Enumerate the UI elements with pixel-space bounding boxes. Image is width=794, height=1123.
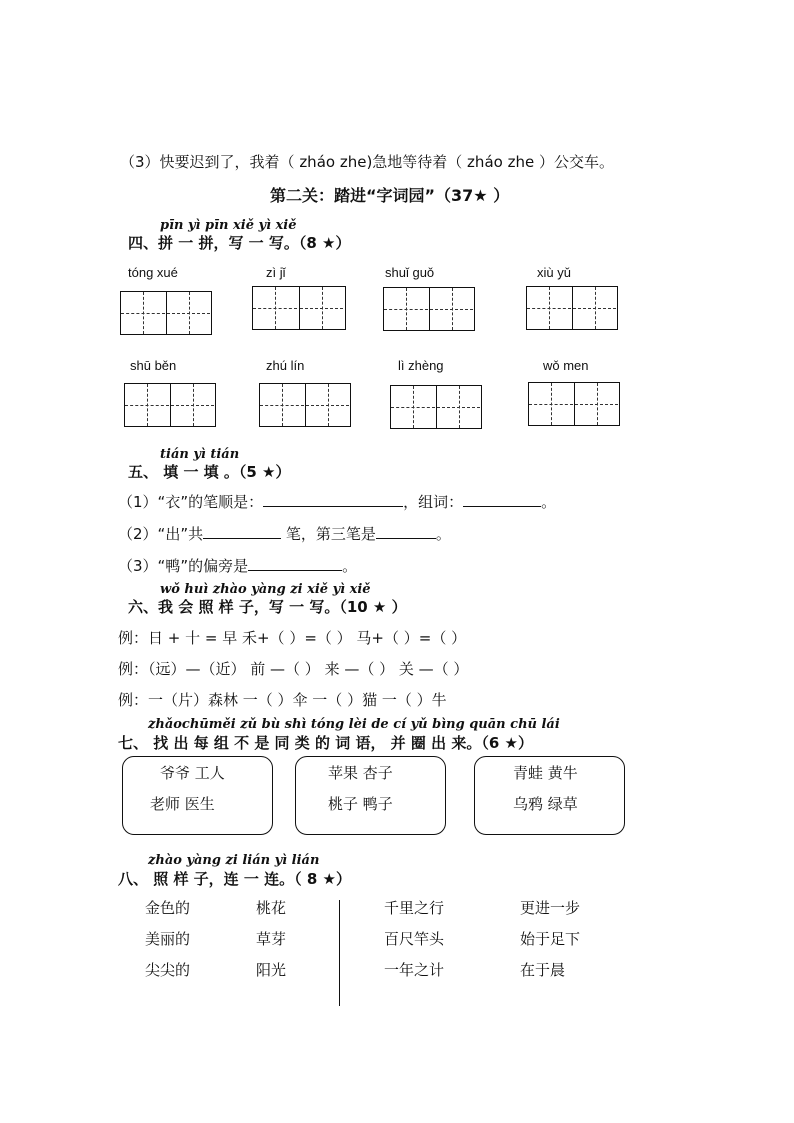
writing-grid[interactable] [526,286,618,330]
group-2-row-2[interactable]: 桃子 鸭子 [328,795,393,813]
s8-left-a-2[interactable]: 美丽的 [145,930,191,948]
s5-q1 [118,491,556,512]
s6-pinyin: wǒ huì zhào yàng zi xiě yì xiě [160,582,371,597]
group-1-row-2[interactable]: 老师 医生 [150,795,215,813]
stage-title: 第二关：踏进“字词园”（37★ ） [270,186,510,205]
s5-q3-text: （3）“鸭”的偏旁是 [118,557,249,575]
s6-row-1: 例：日 + 十 = 早 禾+（ ）=（ ） 马+（ ）=（ ） [118,629,467,647]
s5-q2-text: （2）“出”共 [118,525,204,543]
s8-right-a-1[interactable]: 千里之行 [384,899,445,917]
s5-q2 [118,523,451,544]
answer-blank[interactable] [203,524,281,539]
answer-blank[interactable] [248,556,342,571]
s4-title: 四、拼 一 拼，写 一 写。（8 ★） [128,234,351,252]
s5-q1-text-2: ，组词： [403,493,464,511]
writing-grid[interactable] [383,287,475,331]
s8-left-a-1[interactable]: 金色的 [145,899,191,917]
s4-word-1: tóng xué [128,265,178,280]
writing-grid[interactable] [528,382,620,426]
s4-word-4: xiù yǔ [537,265,571,280]
divider-line [339,900,340,1006]
s5-title: 五、 填 一 填 。（5 ★） [128,463,291,481]
s8-right-b-1[interactable]: 更进一步 [520,899,581,917]
s6-title: 六、我 会 照 样 子，写 一 写。（10 ★ ） [128,598,407,616]
answer-blank[interactable] [463,492,541,507]
s8-left-b-1[interactable]: 桃花 [256,899,287,917]
s5-q2-text-2: 笔，第三笔是 [281,525,376,543]
s8-right-b-3[interactable]: 在于晨 [520,961,566,979]
s8-pinyin: zhào yàng zi lián yì lián [148,853,320,868]
group-1-row-1[interactable]: 爷爷 工人 [160,764,225,782]
s5-q1-text-3: 。 [541,493,557,511]
writing-grid[interactable] [390,385,482,429]
s5-q3 [118,555,357,576]
s5-q1-text: （1）“衣”的笔顺是： [118,493,264,511]
writing-grid[interactable] [124,383,216,427]
s8-right-a-3[interactable]: 一年之计 [384,961,445,979]
s4-word-6: zhú lín [266,358,305,373]
s6-row-2: 例：（远）—（近） 前 —（ ） 来 —（ ） 关 —（ ） [118,660,469,678]
group-3-row-1[interactable]: 青蛙 黄牛 [513,764,578,782]
group-3-row-2[interactable]: 乌鸦 绿草 [513,795,578,813]
s8-right-a-2[interactable]: 百尺竿头 [384,930,445,948]
sentence-3: （3）快要迟到了，我着（ zháo zhe)急地等待着（ zháo zhe ）公交车。 [120,153,614,171]
s4-word-7: lì zhèng [398,358,444,373]
s7-pinyin: zhǎochūměi zǔ bù shì tóng lèi de cí yǔ bìng quān chū lái [148,717,560,732]
writing-grid[interactable] [120,291,212,335]
writing-grid[interactable] [259,383,351,427]
s6-row-3: 例：一（片）森林 一（ ）伞 一（ ）猫 一（ ）牛 [118,691,447,709]
s5-pinyin: tián yì tián [160,447,240,462]
s8-left-a-3[interactable]: 尖尖的 [145,961,191,979]
s8-left-b-2[interactable]: 草芽 [256,930,287,948]
s4-word-5: shū běn [130,358,177,373]
s8-title: 八、 照 样 子，连 一 连。（ 8 ★） [118,870,351,888]
s7-title: 七、 找 出 每 组 不 是 同 类 的 词 语， 并 圈 出 来。（6 ★） [118,734,533,752]
s5-q3-text-2: 。 [342,557,358,575]
s5-q2-text-3: 。 [435,525,451,543]
s4-word-2: zì jǐ [266,265,286,280]
s4-word-8: wǒ men [543,358,589,373]
group-2-row-1[interactable]: 苹果 杏子 [328,764,393,782]
s8-right-b-2[interactable]: 始于足下 [520,930,581,948]
s8-left-b-3[interactable]: 阳光 [256,961,287,979]
s4-word-3: shuǐ guǒ [385,265,435,280]
answer-blank[interactable] [376,524,436,539]
answer-blank[interactable] [263,492,403,507]
s4-pinyin: pīn yì pīn xiě yì xiě [160,218,297,233]
writing-grid[interactable] [252,286,346,330]
